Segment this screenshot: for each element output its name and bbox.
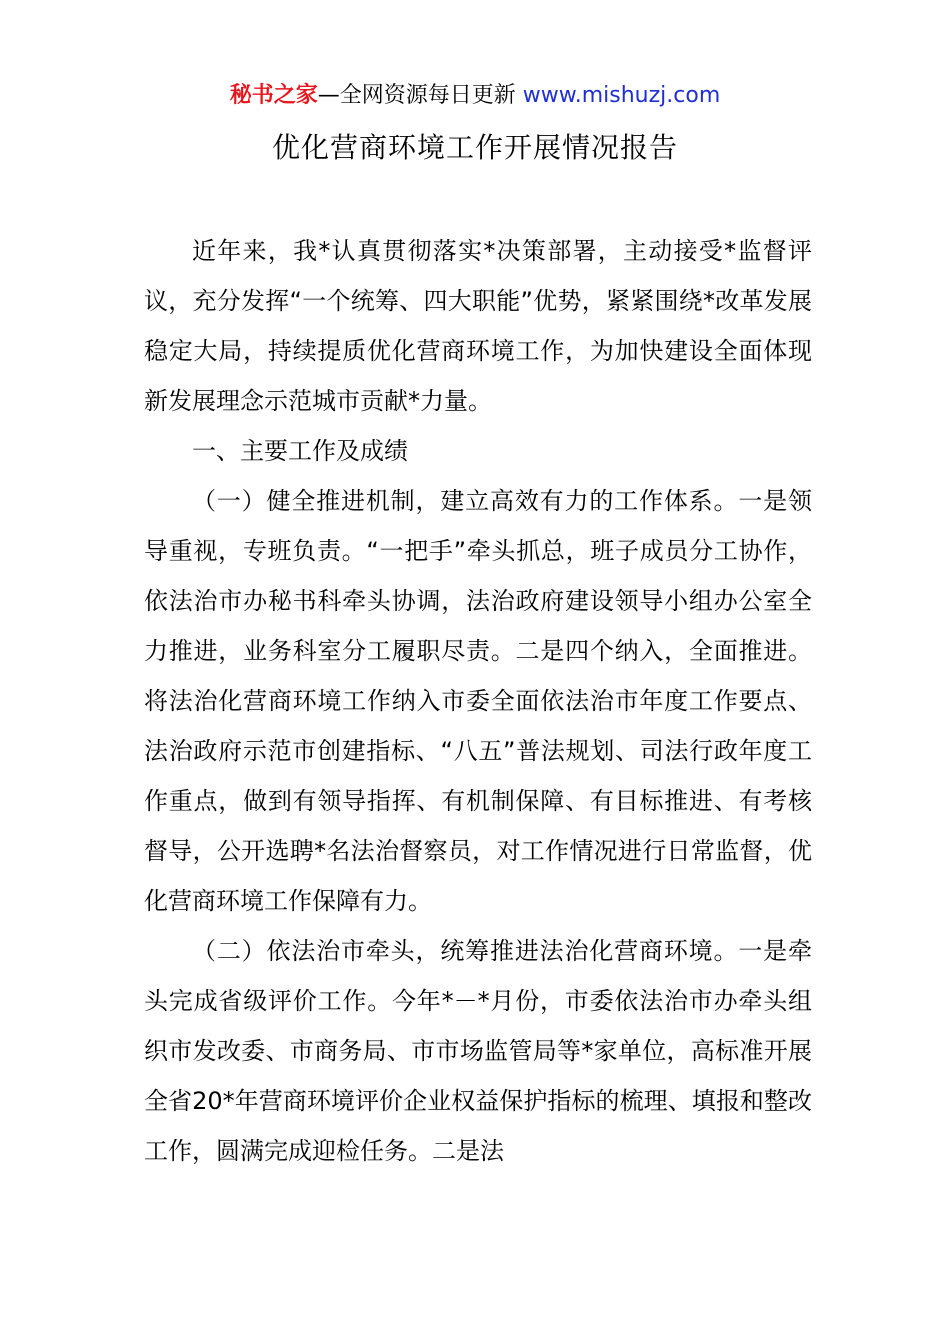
brand-name: 秘书之家: [229, 83, 318, 108]
document-title: 优化营商环境工作开展情况报告: [271, 131, 678, 164]
body-paragraph: （二）依法治市牵头，统筹推进法治化营商环境。一是牵头完成省级评价工作。今年*－*月份，市委依法治市办牵头组织市发改委、市商务局、市市场监管局等*家单位，高标准开展全省20*年营商环境评价企业权益保护指标的梳理、填报和整改工作，圆满完成迎检任务。二是法: [144, 937, 812, 1165]
body-paragraph: （一）健全推进机制，建立高效有力的工作体系。一是领导重视，专班负责。“一把手”牵头抓总，班子成员分工协作，依法治市办秘书科牵头协调，法治政府建设领导小组办公室全力推进，业务科室分工履职尽责。二是四个纳入，全面推进。将法治化营商环境工作纳入市委全面依法治市年度工作要点、法治政府示范市创建指标、“八五”普法规划、司法行政年度工作重点，做到有领导指挥、有机制保障、有目标推进、有考核督导，公开选聘*名法治督察员，对工作情况进行日常监督，优化营商环境工作保障有力。: [144, 487, 812, 915]
document-body: [144, 226, 812, 1176]
header-tagline: —全网资源每日更新: [317, 83, 523, 108]
section-heading: 一、主要工作及成绩: [192, 437, 408, 465]
header-banner: [0, 80, 950, 112]
intro-paragraph: 近年来，我*认真贯彻落实*决策部署，主动接受*监督评议，充分发挥“一个统筹、四大职能”优势，紧紧围绕*改革发展稳定大局，持续提质优化营商环境工作，为加快建设全面体现新发展理念示范城市贡献*力量。: [144, 237, 812, 415]
site-url-link[interactable]: www.mishuzj.com: [522, 83, 721, 108]
